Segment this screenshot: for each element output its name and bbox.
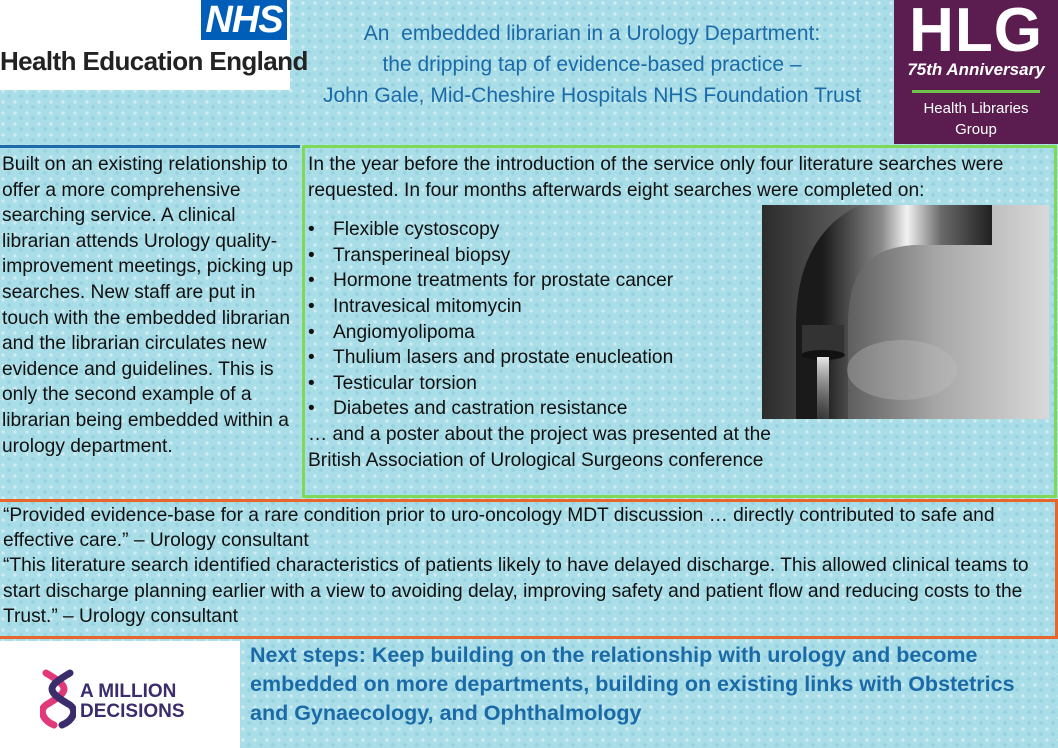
nhs-logo: NHS xyxy=(201,0,287,40)
quote-2: “This literature search identified characteristics of patients likely to have delayed discharge. This allowed clinical teams to start discharge planning earlier with a view to avoiding delay, improving safety and patient flow and reducing costs to the Trust.” – Urology consultant xyxy=(3,555,1029,627)
list-item: • Intravesical mitomycin xyxy=(308,294,1054,320)
hlg-group-name xyxy=(894,98,1058,140)
list-item: • Diabetes and castration resistance xyxy=(308,396,1054,422)
hlg-group-line-1: Health Libraries xyxy=(923,100,1029,117)
hlg-anniversary: 75th Anniversary xyxy=(907,60,1045,79)
poster-title xyxy=(292,0,892,108)
title-line-2: the dripping tap of evidence-based practice – xyxy=(382,53,802,76)
outro-line-1: … and a poster about the project was presented at the xyxy=(308,423,771,445)
a-million-decisions-logo xyxy=(0,641,240,748)
list-item: • Flexible cystoscopy xyxy=(308,217,1054,243)
tap-photo xyxy=(762,205,1049,419)
amd-wordmark xyxy=(80,682,185,722)
hlg-group-line-2: Group xyxy=(955,121,997,138)
outro-line-2: British Association of Urological Surgeons conference xyxy=(308,449,764,471)
amd-line-2: DECISIONS xyxy=(80,701,185,722)
dna-icon xyxy=(40,669,76,729)
service-description: Built on an existing relationship to offer a more comprehensive searching service. A clinical librarian attends Urology quality-improvement meetings, picking up searches. New staff are put in touch with the embedded librarian and the librarian circulates new evidence and guidelines. This is only the second example of a librarian being embedded within a urology department. xyxy=(2,154,294,457)
hlg-letters: HLG xyxy=(909,0,1043,65)
list-item: • Hormone treatments for prostate cancer xyxy=(308,268,1054,294)
next-steps: Next steps: Keep building on the relationship with urology and become embedded on more departments, building on existing links with Obstetrics and Gynaecology, and Ophthalmology xyxy=(250,643,1015,725)
hee-logo-block xyxy=(0,0,308,90)
list-item: • Transperineal biopsy xyxy=(308,243,1054,269)
quotes-panel xyxy=(0,499,1058,639)
tap-photo-graphic xyxy=(762,205,1049,419)
title-line-3: John Gale, Mid-Cheshire Hospitals NHS Foundation Trust xyxy=(322,84,862,107)
amd-line-1: A MILLION xyxy=(80,681,177,702)
searches-intro: In the year before the introduction of the service only four literature searches were requested. In four months afterwards eight searches were completed on: xyxy=(308,154,1004,201)
service-description-panel xyxy=(0,145,300,497)
list-item: • Angiomyolipoma xyxy=(308,320,1054,346)
hlg-logo xyxy=(894,0,1058,144)
list-item: • Thulium lasers and prostate enucleation xyxy=(308,345,1054,371)
organisation-name: Health Education England xyxy=(0,46,308,76)
hlg-divider xyxy=(912,90,1040,93)
searches-outro xyxy=(308,422,1054,473)
list-item: • Testicular torsion xyxy=(308,371,1054,397)
quote-1: “Provided evidence-base for a rare condition prior to uro-oncology MDT discussion … directly contributed to safe and effective care.” – Urology consultant xyxy=(3,505,995,552)
title-line-1: An embedded librarian in a Urology Department: xyxy=(363,22,821,45)
